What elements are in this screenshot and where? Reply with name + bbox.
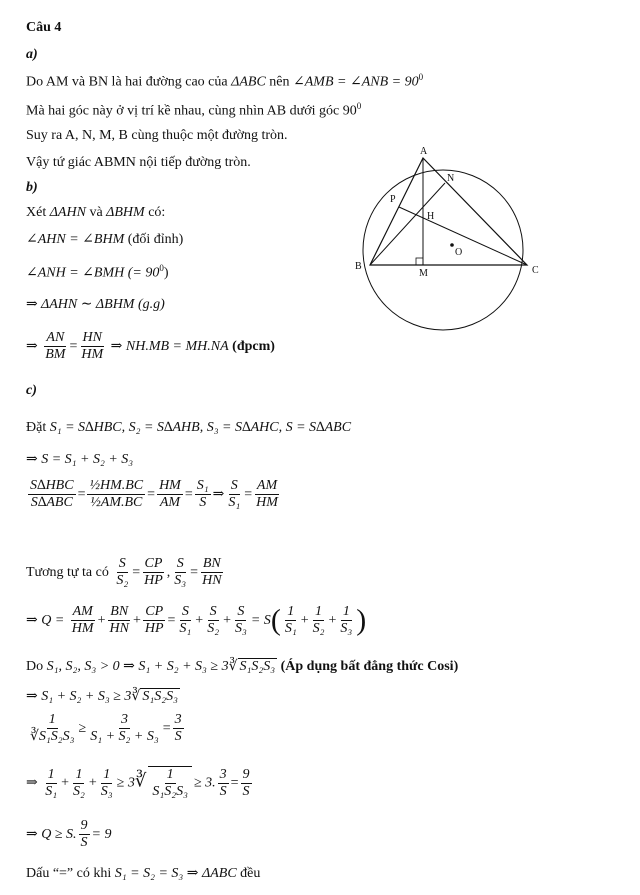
- op: +: [88, 775, 97, 791]
- op: = S: [250, 612, 271, 628]
- text: Dấu “=” có khi: [26, 866, 112, 881]
- denominator: S₁S₂S₃: [152, 784, 188, 800]
- denominator: HN: [109, 621, 129, 637]
- denominator: S: [219, 783, 227, 799]
- op: +: [223, 612, 231, 628]
- math: S₁S₂S₃: [239, 659, 276, 674]
- op: +: [97, 612, 106, 628]
- fraction: [114, 556, 130, 589]
- fraction: [107, 604, 130, 637]
- part-b-line-3: [26, 263, 169, 282]
- op: =: [77, 486, 86, 502]
- paren: ): [356, 603, 367, 637]
- fraction: [241, 767, 252, 800]
- fraction: [143, 604, 166, 637]
- denominator: HN: [202, 573, 222, 589]
- paren: (: [270, 603, 281, 637]
- op: ⇒ Q =: [26, 612, 65, 628]
- op: =: [184, 486, 193, 502]
- text: Do AM và BN là hai đường cao của: [26, 74, 232, 90]
- part-b-line-4: [26, 297, 165, 314]
- op: +: [328, 612, 337, 628]
- numerator: HM: [157, 478, 183, 495]
- denominator: BM: [45, 347, 66, 363]
- op: ⇒ Q ≥ S.: [26, 826, 77, 842]
- numerator: 3: [218, 767, 229, 784]
- op: =: [190, 564, 199, 580]
- denominator: ½AM.BC: [90, 495, 143, 511]
- op: =: [162, 720, 171, 736]
- denominator: HP: [144, 573, 163, 589]
- fraction: [157, 478, 183, 511]
- op: =: [69, 338, 78, 354]
- part-a-label: a): [26, 47, 38, 62]
- numerator: 1: [165, 767, 176, 784]
- denominator: AM: [159, 495, 181, 511]
- numerator: 9: [241, 767, 252, 784]
- text: Đặt: [26, 420, 47, 435]
- op: =: [147, 486, 156, 502]
- label-a: A: [420, 146, 428, 157]
- fraction: [87, 478, 145, 511]
- fraction: [283, 604, 299, 637]
- numerator: S: [117, 556, 128, 573]
- fraction: [200, 556, 223, 589]
- part-a-line-1: [26, 72, 423, 91]
- denominator: S₂: [116, 573, 129, 589]
- op: =: [132, 564, 141, 580]
- text: và: [85, 205, 107, 220]
- part-c-equality: [26, 866, 260, 883]
- note: (đpcm): [232, 338, 275, 354]
- fraction: [218, 767, 229, 800]
- part-a-line-2: [26, 101, 361, 120]
- math: ⇒ S = S₁ + S₂ + S₃: [26, 452, 134, 467]
- math: ΔAHN: [49, 205, 86, 220]
- text: có:: [144, 205, 166, 220]
- text: đều: [240, 866, 261, 881]
- fraction: [311, 604, 327, 637]
- text: Xét: [26, 205, 50, 220]
- degree: 0: [356, 101, 362, 111]
- numerator: 1: [285, 604, 296, 621]
- denominator: S₁: [179, 621, 192, 637]
- label-o: O: [455, 247, 463, 258]
- denominator: S₁ + S₂ + S₃: [90, 729, 159, 745]
- denominator: S: [174, 729, 182, 745]
- note: (Áp dụng bất đẳng thức Cosi): [280, 659, 459, 674]
- part-b-line-5: [26, 330, 275, 363]
- denominator: S₂: [207, 621, 220, 637]
- part-c-ratio-row: [26, 478, 282, 511]
- math: ∠AHN = ∠BHM: [26, 232, 125, 247]
- denominator: ∛S₁S₂S₃: [30, 729, 75, 745]
- part-b-label: b): [26, 180, 38, 195]
- fraction: [43, 330, 67, 363]
- fraction: [28, 712, 77, 745]
- label-m: M: [419, 268, 428, 279]
- math: S₁ = S₂ = S₃ ⇒ ΔABC: [114, 866, 237, 881]
- text: Do: [26, 659, 44, 674]
- numerator: 9: [79, 818, 90, 835]
- question-heading: Câu 4: [26, 20, 62, 35]
- math: ∠ANH = ∠BMH (= 90: [26, 265, 160, 281]
- part-c-final: [26, 818, 111, 851]
- fraction: [71, 767, 87, 800]
- altitude-cp: [399, 207, 527, 265]
- label-n: N: [447, 173, 455, 184]
- fraction: [79, 330, 105, 363]
- numerator: S∆HBC: [28, 478, 76, 495]
- arrow: ⇒: [26, 338, 38, 354]
- denominator: S₃: [100, 783, 113, 799]
- math: ): [163, 265, 169, 281]
- part-c-label: c): [26, 383, 37, 398]
- fraction: [233, 604, 249, 637]
- part-c-dat: [26, 420, 351, 437]
- denominator: S₃: [174, 573, 187, 589]
- op: ,: [166, 564, 171, 580]
- fraction: [79, 818, 90, 851]
- part-b-line-1: [26, 205, 165, 222]
- numerator: 3: [119, 712, 130, 729]
- denominator: S₁: [228, 495, 241, 511]
- label-h: H: [427, 211, 435, 222]
- denominator: HM: [81, 347, 104, 363]
- part-a-line-4: Vậy tứ giác ABMN nội tiếp đường tròn.: [26, 155, 251, 170]
- denominator: S₂: [73, 783, 85, 799]
- numerator: S: [180, 604, 191, 621]
- part-c-harmonic: [26, 766, 254, 800]
- fraction: [173, 712, 184, 745]
- numerator: CP: [143, 556, 165, 573]
- part-c-do: [26, 659, 458, 676]
- right-angle-mark: [416, 258, 423, 265]
- part-a-line-3: Suy ra A, N, M, B cùng thuộc một đường tròn.: [26, 128, 288, 143]
- cube-root: ∛: [134, 770, 147, 791]
- denominator: HM: [71, 621, 94, 637]
- numerator: AM: [71, 604, 95, 621]
- circumcircle: [363, 170, 523, 330]
- fraction: [177, 604, 193, 637]
- numerator: AM: [255, 478, 279, 495]
- op: =: [167, 612, 176, 628]
- math: 90: [342, 103, 357, 119]
- numerator: S: [235, 604, 246, 621]
- fraction: [28, 478, 76, 511]
- fraction: [43, 767, 59, 800]
- denominator: S: [80, 835, 88, 851]
- numerator: CP: [143, 604, 165, 621]
- math: ∠AMB = ∠ANB = 90: [293, 74, 419, 90]
- numerator: ½HM.BC: [87, 478, 145, 495]
- denominator: S∆ABC: [30, 495, 73, 511]
- fraction: [148, 766, 192, 800]
- op: ⇒: [212, 486, 225, 502]
- part-c-similar: [26, 556, 226, 589]
- denominator: S₃: [234, 621, 247, 637]
- fraction: [226, 478, 242, 511]
- denominator: S: [242, 783, 250, 799]
- fraction: [70, 604, 96, 637]
- op: +: [132, 612, 141, 628]
- op: ≥ 3.: [193, 775, 216, 791]
- altitude-bn: [370, 183, 445, 265]
- numerator: 1: [341, 604, 352, 621]
- fraction: [99, 767, 115, 800]
- denominator: S₂: [312, 621, 325, 637]
- part-c-sum: [26, 452, 133, 469]
- fraction: [172, 556, 188, 589]
- denominator: S: [199, 495, 207, 511]
- text: Tương tự ta có: [26, 564, 109, 580]
- denominator: HP: [144, 621, 164, 637]
- op: ≥ 3: [116, 775, 135, 791]
- math: S₁ = S∆HBC, S₂ = S∆AHB, S₃ = S∆AHC, S = S∆ABC: [49, 420, 352, 435]
- degree: 0: [418, 72, 424, 82]
- op: =: [230, 775, 239, 791]
- label-p: P: [390, 194, 396, 205]
- math: ΔBHM: [106, 205, 145, 220]
- denominator: S₁: [284, 621, 297, 637]
- degree: 0: [159, 263, 164, 273]
- op: +: [61, 775, 70, 791]
- center-o: [450, 243, 454, 247]
- numerator: 3: [173, 712, 184, 729]
- numerator: BN: [108, 604, 130, 621]
- label-b: B: [355, 261, 362, 272]
- fraction: [254, 478, 280, 511]
- denominator: S₁: [45, 783, 58, 799]
- geometry-figure: [355, 145, 555, 345]
- numerator: S: [175, 556, 186, 573]
- numerator: 1: [47, 712, 58, 729]
- part-c-q-row: [26, 604, 366, 637]
- fraction: [88, 712, 161, 745]
- fraction: [338, 604, 354, 637]
- op: =: [244, 486, 253, 502]
- numerator: BN: [201, 556, 223, 573]
- op: ⇒: [26, 775, 38, 791]
- op: +: [300, 612, 309, 628]
- op: ≥: [78, 720, 87, 736]
- fraction: [195, 478, 211, 511]
- numerator: HN: [81, 330, 104, 347]
- part-b-line-2: [26, 232, 183, 249]
- numerator: 1: [73, 767, 84, 784]
- numerator: S: [229, 478, 240, 495]
- numerator: 1: [313, 604, 324, 621]
- math: S₁S₂S₃: [142, 689, 178, 704]
- math: ⇒ ΔAHN ∼ ΔBHM (g.g): [26, 297, 165, 312]
- part-c-amgm: [26, 689, 180, 706]
- math: ⇒ S₁ + S₂ + S₃ ≥ 3∛: [26, 689, 141, 704]
- label-c: C: [532, 265, 539, 276]
- math: S₁, S₂, S₃ > 0 ⇒ S₁ + S₂ + S₃ ≥ 3∛: [46, 659, 238, 674]
- numerator: 1: [46, 767, 57, 784]
- op: = 9: [91, 826, 112, 842]
- denominator: HM: [256, 495, 278, 511]
- note: (đối đỉnh): [127, 232, 184, 247]
- numerator: S₁: [195, 478, 211, 495]
- math: ΔABC: [231, 74, 266, 90]
- numerator: AN: [44, 330, 66, 347]
- numerator: S: [208, 604, 219, 621]
- numerator: 1: [101, 767, 112, 784]
- op: +: [195, 612, 204, 628]
- denominator: S₃: [340, 621, 353, 637]
- math: ⇒ NH.MB = MH.NA: [110, 338, 229, 354]
- text: Mà hai góc này ở vị trí kề nhau, cùng nhìn AB dưới góc: [26, 103, 343, 119]
- part-c-inequality: [26, 712, 186, 745]
- text: nên: [265, 74, 294, 90]
- fraction: [142, 556, 165, 589]
- fraction: [205, 604, 221, 637]
